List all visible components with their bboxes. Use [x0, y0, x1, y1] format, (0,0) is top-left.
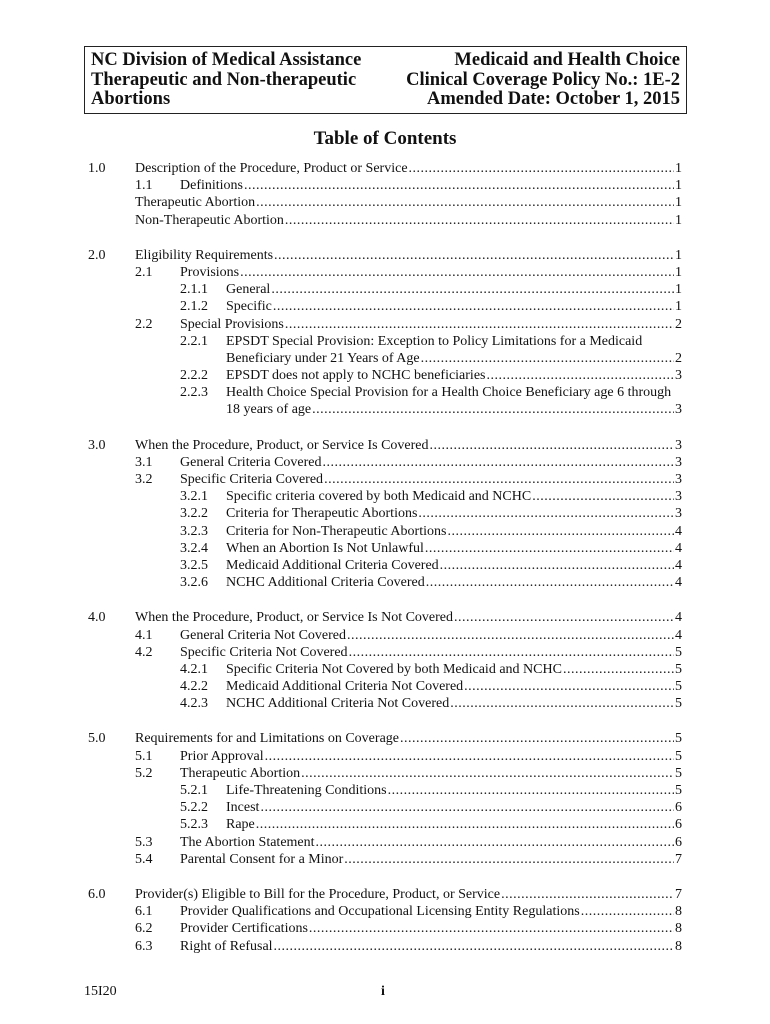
toc-entry[interactable]	[0, 177, 770, 194]
toc-entry-number: 2.2.2	[180, 368, 208, 384]
toc-entry-text: Medicaid Additional Criteria Covered	[226, 557, 439, 573]
toc-entry[interactable]	[0, 523, 770, 540]
toc-page-number: 1	[675, 299, 682, 315]
toc-entry-text: General	[226, 282, 271, 298]
toc-entry[interactable]	[0, 644, 770, 661]
toc-entry[interactable]	[0, 384, 770, 418]
toc-entry[interactable]	[0, 920, 770, 937]
toc-entry-text: Beneficiary under 21 Years of Age	[226, 350, 420, 366]
toc-entry[interactable]	[0, 886, 770, 903]
toc-page-number: 8	[675, 938, 682, 954]
toc-entry-number: 3.2.5	[180, 557, 208, 573]
toc-entry-number: 4.1	[135, 627, 153, 643]
toc-entry-text: Right of Refusal	[180, 938, 273, 954]
toc-entry-text: NCHC Additional Criteria Not Covered	[226, 696, 450, 712]
toc-entry-number: 2.2	[135, 316, 153, 332]
toc-page-number: 3	[675, 472, 682, 488]
toc-entry[interactable]	[0, 609, 770, 626]
toc-section	[0, 437, 770, 592]
header-policy-topic-2: Abortions	[91, 89, 171, 109]
header-right	[406, 51, 680, 110]
toc-dot-leader	[285, 316, 674, 333]
toc-entry[interactable]	[0, 333, 770, 367]
toc-page-number: 5	[675, 731, 682, 747]
toc-entry-number: 3.2.1	[180, 489, 208, 505]
toc-section-number: 2.0	[88, 247, 106, 263]
toc-dot-leader	[316, 834, 674, 851]
toc-page-number: 1	[675, 178, 682, 194]
toc-entry-number: 3.2.3	[180, 523, 208, 539]
toc-entry[interactable]	[0, 557, 770, 574]
toc-entry-text: Description of the Procedure, Product or Service	[135, 161, 408, 176]
toc-dot-leader	[324, 471, 674, 488]
toc-dot-leader	[260, 799, 674, 816]
toc-page-number: 1	[675, 264, 682, 280]
toc-entry[interactable]	[0, 851, 770, 868]
toc-entry-number: 3.2.6	[180, 575, 208, 591]
toc-page-number: 4	[675, 523, 682, 539]
toc-entry[interactable]	[0, 471, 770, 488]
toc-entry[interactable]	[0, 367, 770, 384]
toc-page-number: 4	[675, 575, 682, 591]
toc-entry-text-line1: EPSDT Special Provision: Exception to Policy Limitations for a Medicaid	[226, 333, 643, 349]
toc-entry-text: Medicaid Additional Criteria Not Covered	[226, 679, 464, 695]
toc-entry-number: 5.2.2	[180, 800, 208, 816]
toc-entry[interactable]	[0, 212, 770, 229]
toc-entry[interactable]	[0, 437, 770, 454]
toc-section-number: 4.0	[88, 610, 106, 626]
toc-entry[interactable]	[0, 281, 770, 298]
toc-entry-text: Life-Threatening Conditions	[226, 783, 387, 799]
toc-section-number: 1.0	[88, 161, 106, 176]
toc-page-number: 5	[675, 783, 682, 799]
toc-entry-text: Provider Certifications	[180, 921, 308, 937]
toc-entry[interactable]	[0, 834, 770, 851]
toc-entry-text: When an Abortion Is Not Unlawful	[226, 540, 424, 556]
toc-entry-number: 6.2	[135, 921, 153, 937]
toc-page-number: 5	[675, 765, 682, 781]
toc-entry-number: 2.2.1	[180, 333, 208, 349]
toc-entry[interactable]	[0, 160, 770, 177]
toc-entry-number: 4.2.3	[180, 696, 208, 712]
toc-page-number: 5	[675, 679, 682, 695]
toc-entry-text: When the Procedure, Product, or Service Is Covered	[135, 437, 429, 453]
header-box	[84, 46, 687, 114]
toc-dot-leader	[323, 454, 675, 471]
toc-entry-text: Criteria for Therapeutic Abortions	[226, 506, 418, 522]
toc-entry-number: 5.2.1	[180, 783, 208, 799]
toc-dot-leader	[440, 557, 674, 574]
toc-entry-number: 5.2.3	[180, 817, 208, 833]
toc-page-number: 2	[675, 316, 682, 332]
toc-entry[interactable]	[0, 730, 770, 747]
toc-page-number: 3	[675, 437, 682, 453]
toc-page-number: 1	[675, 161, 682, 176]
toc-section	[0, 886, 770, 955]
toc-page-number: 1	[675, 247, 682, 263]
toc-dot-leader	[430, 437, 674, 454]
toc-page-number: 3	[675, 454, 682, 470]
toc-entry-text: Rape	[226, 817, 255, 833]
header-amended-date: Amended Date: October 1, 2015	[427, 89, 680, 109]
toc-dot-leader	[344, 851, 674, 868]
toc-entry-number: 2.1.1	[180, 282, 208, 298]
toc-dot-leader	[563, 661, 674, 678]
toc-entry-text: Non-Therapeutic Abortion	[135, 212, 284, 228]
toc-page-number: 5	[675, 644, 682, 660]
toc-entry-number: 3.1	[135, 454, 153, 470]
toc-entry-text: Specific Criteria Covered	[180, 472, 324, 488]
toc-entry[interactable]	[0, 194, 770, 211]
toc-dot-leader	[450, 695, 674, 712]
toc-page-number: 4	[675, 610, 682, 626]
toc-dot-leader	[265, 748, 674, 765]
toc-entry-number: 6.1	[135, 904, 153, 920]
toc-dot-leader	[309, 920, 674, 937]
toc-page-number: 1	[675, 195, 682, 211]
toc-dot-leader	[409, 160, 674, 177]
toc-entry[interactable]	[0, 799, 770, 816]
toc-entry[interactable]	[0, 454, 770, 471]
toc-entry-number: 5.3	[135, 834, 153, 850]
toc-page-number: 3	[675, 402, 682, 418]
toc-dot-leader	[273, 298, 674, 315]
toc-dot-leader	[421, 350, 674, 367]
toc-section-number: 3.0	[88, 437, 106, 453]
toc-entry-text: Specific Criteria Not Covered	[180, 644, 348, 660]
header-division: NC Division of Medical Assistance	[91, 50, 362, 70]
toc-entry-number: 4.2.1	[180, 661, 208, 677]
toc-dot-leader	[274, 938, 674, 955]
toc-entry-text: Criteria for Non-Therapeutic Abortions	[226, 523, 447, 539]
toc-page-number: 3	[675, 368, 682, 384]
toc-dot-leader	[301, 765, 674, 782]
toc-dot-leader	[532, 488, 674, 505]
toc-section	[0, 730, 770, 868]
toc-entry[interactable]	[0, 695, 770, 712]
toc-dot-leader	[285, 212, 674, 229]
toc-entry-text: Specific criteria covered by both Medicaid and NCHC	[226, 489, 532, 505]
toc-page-number: 8	[675, 921, 682, 937]
toc-page-number: 7	[675, 851, 682, 867]
toc-entry[interactable]	[0, 627, 770, 644]
toc-dot-leader	[256, 816, 674, 833]
toc-entry[interactable]	[0, 748, 770, 765]
toc-entry-text: General Criteria Not Covered	[180, 627, 346, 643]
toc-entry[interactable]	[0, 938, 770, 955]
toc-entry-number: 3.2.4	[180, 540, 208, 556]
toc-entry-number: 4.2	[135, 644, 153, 660]
toc-entry-text: Incest	[226, 800, 260, 816]
toc-entry-text: Therapeutic Abortion	[135, 195, 256, 211]
toc-entry-number: 2.1.2	[180, 299, 208, 315]
toc-entry-text: Definitions	[180, 178, 243, 194]
toc-entry-number: 6.3	[135, 938, 153, 954]
header-left	[91, 51, 361, 110]
toc-entry[interactable]	[0, 661, 770, 678]
header-policy-number: Clinical Coverage Policy No.: 1E-2	[406, 69, 680, 90]
toc-dot-leader	[487, 367, 675, 384]
toc-entry[interactable]	[0, 765, 770, 782]
toc-entry-number: 5.4	[135, 851, 153, 867]
toc-dot-leader	[418, 505, 674, 522]
toc-entry[interactable]	[0, 678, 770, 695]
toc-dot-leader	[271, 281, 674, 298]
toc-entry[interactable]	[0, 247, 770, 264]
toc-page-number: 1	[675, 282, 682, 298]
toc-section	[0, 247, 770, 419]
toc-page-number: 2	[675, 350, 682, 366]
toc-dot-leader	[347, 627, 674, 644]
toc-section-number: 6.0	[88, 886, 106, 902]
toc-entry-number: 2.2.3	[180, 385, 208, 401]
toc-page-number: 8	[675, 904, 682, 920]
toc-entry-text: 18 years of age	[226, 402, 312, 418]
toc-page-number: 6	[675, 800, 682, 816]
toc-entry[interactable]	[0, 264, 770, 281]
toc-page-number: 6	[675, 817, 682, 833]
toc-page-number: 5	[675, 696, 682, 712]
toc-entry[interactable]	[0, 540, 770, 557]
table-of-contents	[0, 160, 770, 973]
footer-page-number: i	[381, 984, 385, 999]
toc-section	[0, 609, 770, 712]
toc-page-number: 4	[675, 557, 682, 573]
toc-entry[interactable]	[0, 782, 770, 799]
toc-entry[interactable]	[0, 505, 770, 522]
toc-entry[interactable]	[0, 816, 770, 833]
toc-entry-number: 3.2	[135, 472, 153, 488]
toc-entry[interactable]	[0, 298, 770, 315]
toc-entry-text: Requirements for and Limitations on Coverage	[135, 731, 399, 747]
toc-dot-leader	[501, 886, 674, 903]
toc-entry[interactable]	[0, 488, 770, 505]
toc-entry-text: Specific Criteria Not Covered by both Medicaid and NCHC	[226, 661, 562, 677]
toc-entry-text: Provisions	[180, 264, 240, 280]
toc-page-number: 3	[675, 506, 682, 522]
toc-page-number: 5	[675, 661, 682, 677]
toc-entry[interactable]	[0, 903, 770, 920]
toc-entry-text: Special Provisions	[180, 316, 284, 332]
toc-dot-leader	[274, 247, 674, 264]
toc-dot-leader	[426, 574, 674, 591]
toc-entry[interactable]	[0, 316, 770, 333]
toc-entry[interactable]	[0, 574, 770, 591]
toc-entry-text: NCHC Additional Criteria Covered	[226, 575, 425, 591]
toc-page-number: 4	[675, 540, 682, 556]
toc-entry-number: 1.1	[135, 178, 153, 194]
toc-entry-number: 3.2.2	[180, 506, 208, 522]
toc-page-number: 6	[675, 834, 682, 850]
toc-entry-text: General Criteria Covered	[180, 454, 322, 470]
footer-document-code: 15I20	[84, 984, 117, 999]
toc-section-number: 5.0	[88, 731, 106, 747]
toc-entry-text: Parental Consent for a Minor	[180, 851, 344, 867]
toc-dot-leader	[349, 644, 674, 661]
toc-dot-leader	[447, 523, 674, 540]
toc-entry-text: EPSDT does not apply to NCHC beneficiaries	[226, 368, 486, 384]
toc-entry-text-line1: Health Choice Special Provision for a Health Choice Beneficiary age 6 through	[226, 385, 672, 401]
toc-entry-text: Specific	[226, 299, 272, 315]
toc-dot-leader	[312, 401, 674, 418]
toc-dot-leader	[464, 678, 674, 695]
toc-page-number: 1	[675, 212, 682, 228]
toc-entry-number: 5.1	[135, 748, 153, 764]
toc-page-number: 3	[675, 489, 682, 505]
toc-title: Table of Contents	[313, 128, 457, 149]
toc-dot-leader	[256, 194, 674, 211]
toc-dot-leader	[388, 782, 674, 799]
toc-dot-leader	[400, 730, 674, 747]
toc-entry-text: Therapeutic Abortion	[180, 765, 301, 781]
header-policy-topic-1: Therapeutic and Non-therapeutic	[91, 69, 357, 90]
toc-entry-number: 5.2	[135, 765, 153, 781]
toc-section	[0, 160, 770, 229]
toc-page-number: 7	[675, 886, 682, 902]
toc-entry-number: 4.2.2	[180, 679, 208, 695]
toc-entry-text: The Abortion Statement	[180, 834, 315, 850]
toc-dot-leader	[240, 264, 674, 281]
toc-page-number: 5	[675, 748, 682, 764]
toc-dot-leader	[454, 609, 674, 626]
toc-dot-leader	[425, 540, 674, 557]
toc-dot-leader	[581, 903, 674, 920]
toc-entry-text: Provider Qualifications and Occupational Licensing Entity Regulations	[180, 904, 580, 920]
toc-page-number: 4	[675, 627, 682, 643]
toc-entry-text: Prior Approval	[180, 748, 264, 764]
toc-entry-text: When the Procedure, Product, or Service Is Not Covered	[135, 610, 454, 626]
header-program: Medicaid and Health Choice	[454, 50, 680, 70]
toc-entry-text: Provider(s) Eligible to Bill for the Procedure, Product, or Service	[135, 886, 501, 902]
toc-entry-number: 2.1	[135, 264, 153, 280]
toc-entry-text: Eligibility Requirements	[135, 247, 274, 263]
toc-dot-leader	[244, 177, 674, 194]
